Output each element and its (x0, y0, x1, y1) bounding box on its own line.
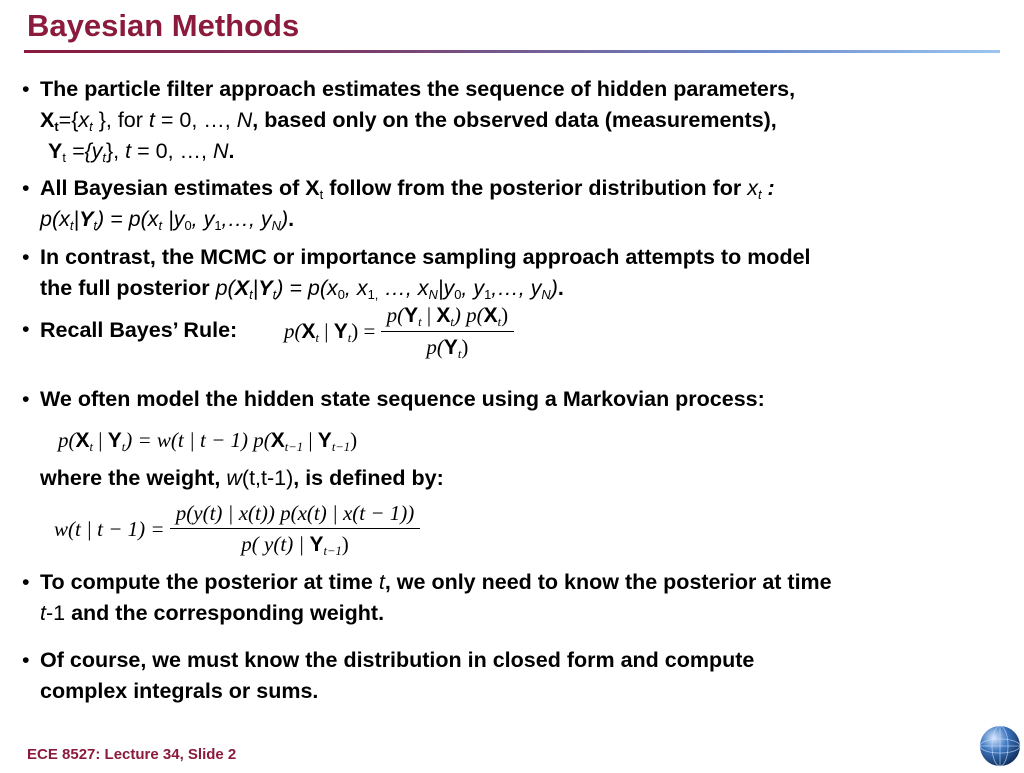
slide-content (22, 74, 1002, 707)
b3-line1: In contrast, the MCMC or importance sampling approach attempts to model (40, 245, 811, 269)
bullet-compute-posterior (22, 567, 1002, 629)
bullet-dot: • (22, 77, 30, 101)
weight-fraction: $\frac{p(y(t) | x(t)) p(x(t) | x(t - 1))}{p( y(t) | Y_{t-1})}$ (170, 500, 421, 558)
b7-line2: complex integrals or sums. (40, 679, 319, 703)
b1-line2: $X_t=\{x_t$ }, for t = 0, …, N, based only on the observed data (measurements), (40, 108, 777, 134)
markov-equation: $p(X_t$ | $Y_t) = w(t$ | t − 1) $p(X_{t-1}$ | $Y_{t-1}$) (58, 428, 358, 454)
bayes-fraction: $\frac{p(Y_t | X_t) p(X_t)}{p(Y_t)}$ (381, 302, 515, 361)
bullet-markovian (22, 384, 1002, 564)
bullet-bayes-rule (22, 303, 1002, 378)
b5-line1: We often model the hidden state sequence using a Markovian process: (40, 387, 765, 411)
b2-formula: $p(x_t|Y_t) = p(x_t$ $|y_0$, $y_1,\dots$, $y_N$). (40, 207, 295, 233)
b6-line1: To compute the posterior at time t, we only need to know the posterior at time (40, 570, 832, 594)
bullet-dot: • (22, 176, 30, 200)
b6-line2: t-1 and the corresponding weight. (40, 601, 385, 625)
bullet-closed-form (22, 645, 1002, 707)
slide-title: Bayesian Methods (27, 8, 300, 43)
globe-logo-icon (978, 724, 1022, 768)
bullet-dot: • (22, 387, 30, 411)
b5-where: where the weight, w(t,t-1), is defined by: (40, 466, 444, 490)
b1-line1: The particle filter approach estimates the sequence of hidden parameters, (40, 77, 796, 101)
bullet-mcmc (22, 242, 1002, 304)
slide-footer: ECE 8527: Lecture 34, Slide 2 (27, 746, 237, 763)
title-rule (24, 50, 1000, 53)
b3-line2: the full posterior $p(X_t|Y_t) = p(x_0$, $x_{1,}$ …, $x_N|y_0$, $y_1,\dots$, $y_N$). (40, 276, 564, 302)
b2-line1: All Bayesian estimates of $X_t$ follow from the posterior distribution for $x_t$ : (40, 176, 775, 202)
b7-line1: Of course, we must know the distribution in closed form and compute (40, 648, 755, 672)
bullet-dot: • (22, 570, 30, 594)
bullet-particle-filter (22, 74, 1002, 167)
bullet-dot: • (22, 245, 30, 269)
bayes-label: Recall Bayes’ Rule: (40, 318, 238, 342)
bullet-dot: • (22, 317, 30, 341)
b1-line3: $Y_t =\{y_t\}$, t = 0, …, N. (48, 139, 235, 165)
bayes-rule-equation: $p(X_t$ | $Y_t$) = $\frac{p(Y_t | X_t) p(X_t)}{p(Y_t)}$ (284, 302, 514, 361)
weight-equation: w(t | t − 1) = $\frac{p(y(t) | x(t)) p(x(t) | x(t - 1))}{p( y(t) | Y_{t-1})}$ (54, 500, 1002, 564)
bullet-dot: • (22, 648, 30, 672)
bullet-bayesian-estimates (22, 173, 1002, 235)
